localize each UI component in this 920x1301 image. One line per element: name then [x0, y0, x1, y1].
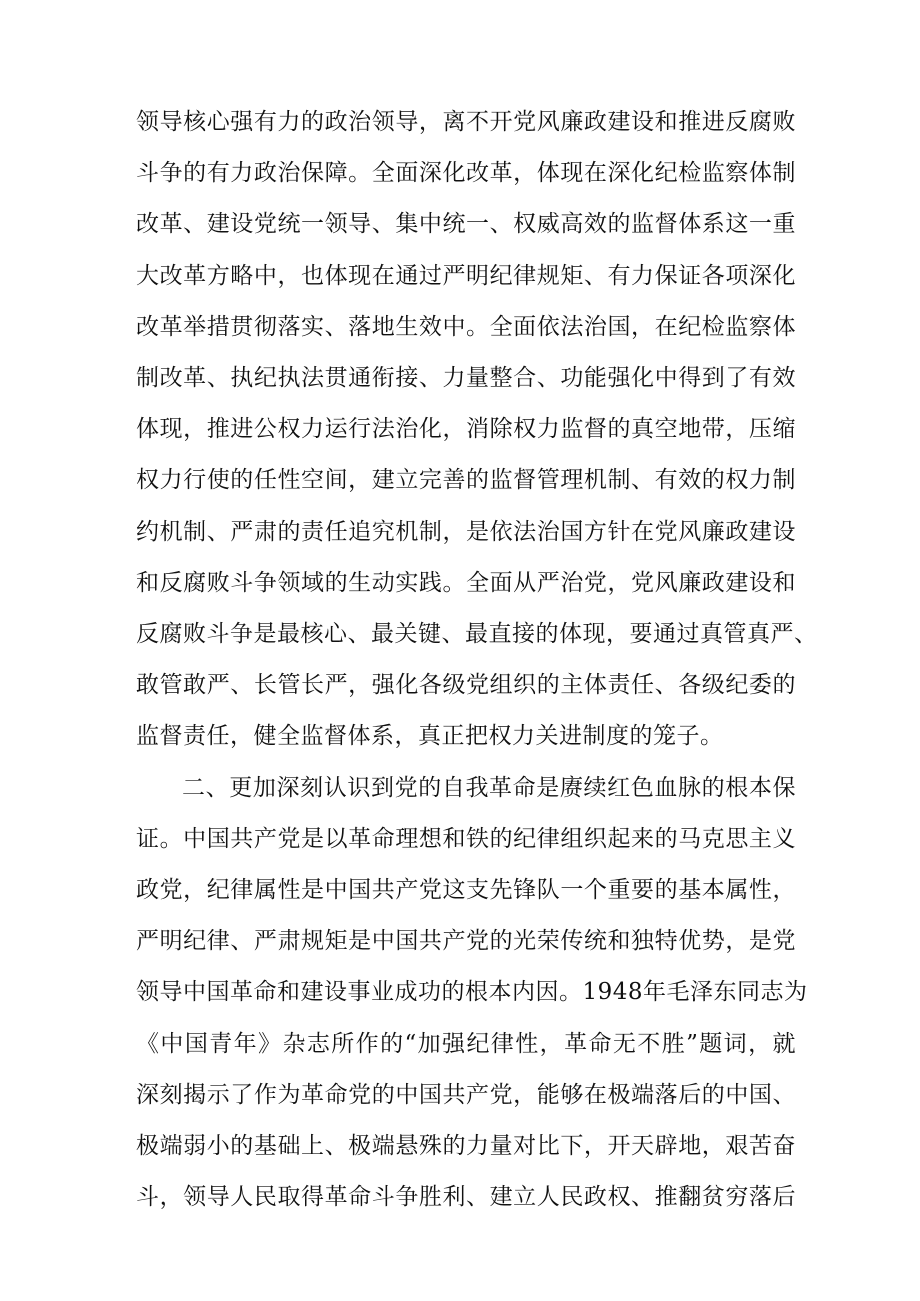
text-line: 斗争的有力政治保障。全面深化改革，体现在深化纪检监察体制	[136, 160, 796, 187]
text-line: 《中国青年》杂志所作的“加强纪律性，革命无不胜”题词，就	[136, 1030, 796, 1057]
text-line: 改革举措贯彻落实、落地生效中。全面依法治国，在纪检监察体	[136, 313, 796, 340]
text-line: 大改革方略中，也体现在通过严明纪律规矩、有力保证各项深化	[136, 262, 796, 289]
text-line: 体现，推进公权力运行法治化，消除权力监督的真空地带，压缩	[136, 416, 796, 443]
text-line: 领导核心强有力的政治领导，离不开党风廉政建设和推进反腐败	[136, 109, 796, 135]
text-line: 领导中国革命和建设事业成功的根本内因。1948年毛泽东同志为	[136, 979, 808, 1006]
text-line: 敢管敢严、长管长严，强化各级党组织的主体责任、各级纪委的	[136, 672, 796, 699]
text-line: 制改革、执纪执法贯通衔接、力量整合、功能强化中得到了有效	[136, 365, 796, 391]
text-line: 和反腐败斗争领域的生动实践。全面从严治党，党风廉政建设和	[136, 569, 796, 596]
text-line: 严明纪律、严肃规矩是中国共产党的光荣传统和独特优势，是党	[136, 928, 796, 955]
text-line: 改革、建设党统一领导、集中统一、权威高效的监督体系这一重	[136, 211, 796, 238]
text-line: 约机制、严肃的责任追究机制，是依法治国方针在党风廉政建设	[136, 518, 796, 545]
text-line: 反腐败斗争是最核心、最关键、最直接的体现，要通过真管真严、	[136, 621, 818, 647]
text-line: 证。中国共产党是以革命理想和铁的纪律组织起来的马克思主义	[136, 825, 796, 852]
text-line: 监督责任，健全监督体系，真正把权力关进制度的笼子。	[136, 723, 724, 750]
text-line: 斗，领导人民取得革命斗争胜利、建立人民政权、推翻贫穷落后	[136, 1184, 796, 1211]
text-line: 极端弱小的基础上、极端悬殊的力量对比下，开天辟地，艰苦奋	[136, 1133, 796, 1159]
text-line: 政党，纪律属性是中国共产党这支先锋队一个重要的基本属性，	[136, 877, 796, 903]
paragraph-first-line: 二、更加深刻认识到党的自我革命是赓续红色血脉的根本保	[182, 774, 796, 801]
text-line: 权力行使的任性空间，建立完善的监督管理机制、有效的权力制	[136, 467, 796, 494]
text-line: 深刻揭示了作为革命党的中国共产党，能够在极端落后的中国、	[136, 1081, 796, 1108]
